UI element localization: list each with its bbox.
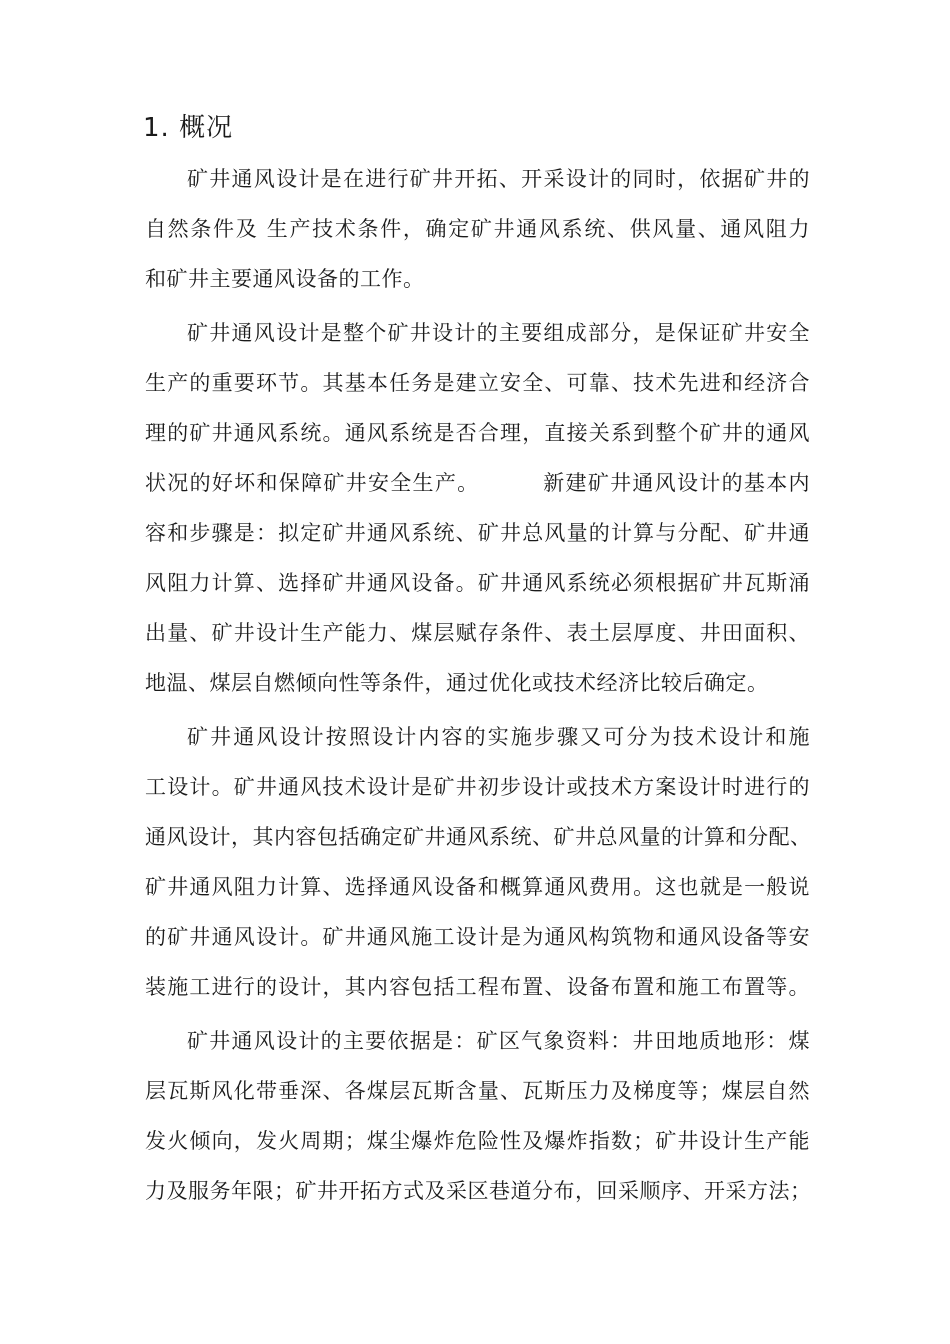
text-line: 容和步骤是：拟定矿井通风系统、矿井总风量的计算与分配、矿井通: [145, 521, 810, 545]
text-line: 矿井通风设计是在进行矿井开拓、开采设计的同时，依据矿井的: [187, 167, 810, 191]
text-line: 矿井通风设计按照设计内容的实施步骤又可分为技术设计和施: [187, 725, 810, 749]
text-line: 通风设计，其内容包括确定矿井通风系统、矿井总风量的计算和分配、: [145, 825, 812, 849]
text-line: 发火倾向，发火周期；煤尘爆炸危险性及爆炸指数；矿井设计生产能: [145, 1129, 810, 1153]
paragraph-design-importance: [145, 308, 810, 708]
text-line: 状况的好坏和保障矿井安全生产。 新建矿井通风设计的基本内: [145, 471, 810, 495]
text-line: 力及服务年限；矿井开拓方式及采区巷道分布，回采顺序、开采方法；: [145, 1179, 812, 1203]
paragraph-overview-intro: [145, 154, 810, 304]
text-line: 的矿井通风设计。矿井通风施工设计是为通风构筑物和通风设备等安: [145, 925, 810, 949]
paragraph-design-basis: [145, 1016, 810, 1216]
document-page: [145, 108, 810, 1216]
text-line: 地温、煤层自燃倾向性等条件，通过优化或技术经济比较后确定。: [145, 671, 769, 695]
text-line: 矿井通风设计的主要依据是：矿区气象资料：井田地质地形：煤: [187, 1029, 810, 1053]
paragraph-design-stages: [145, 712, 810, 1012]
text-line: 和矿井主要通风设备的工作。: [145, 267, 425, 291]
text-line: 生产的重要环节。其基本任务是建立安全、可靠、技术先进和经济合: [145, 371, 810, 395]
text-line: 出量、矿井设计生产能力、煤层赋存条件、表土层厚度、井田面积、: [145, 621, 810, 645]
text-line: 理的矿井通风系统。通风系统是否合理，直接关系到整个矿井的通风: [145, 421, 810, 445]
text-line: 层瓦斯风化带垂深、各煤层瓦斯含量、瓦斯压力及梯度等；煤层自然: [145, 1079, 810, 1103]
text-line: 矿井通风阻力计算、选择通风设备和概算通风费用。这也就是一般说: [145, 875, 810, 899]
text-line: 风阻力计算、选择矿井通风设备。矿井通风系统必须根据矿井瓦斯涌: [145, 571, 810, 595]
text-line: 矿井通风设计是整个矿井设计的主要组成部分，是保证矿井安全: [187, 321, 810, 345]
text-line: 装施工进行的设计，其内容包括工程布置、设备布置和施工布置等。: [145, 975, 810, 999]
text-line: 自然条件及 生产技术条件，确定矿井通风系统、供风量、通风阻力: [145, 217, 810, 241]
section-heading: 1. 概况: [143, 113, 234, 143]
text-line: 工设计。矿井通风技术设计是矿井初步设计或技术方案设计时进行的: [145, 775, 810, 799]
